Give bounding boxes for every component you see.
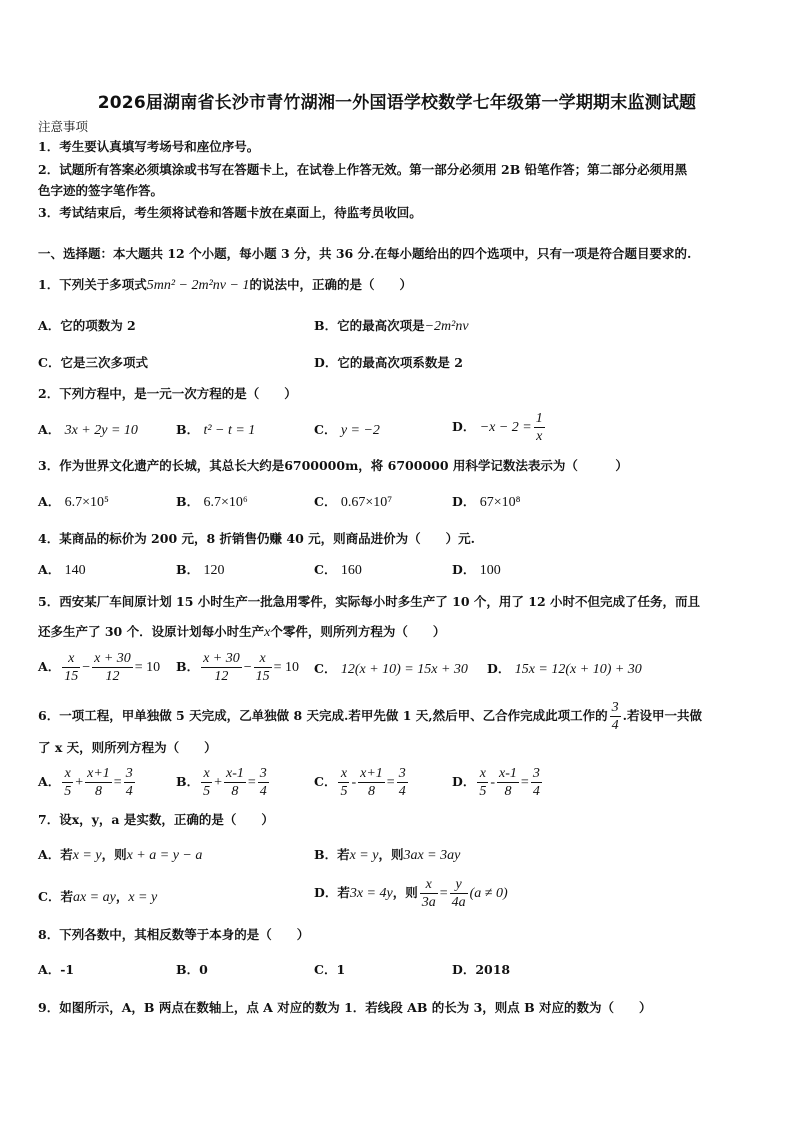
q1-option-a: A．它的项数为 2 [38, 318, 136, 333]
q8-option-c: C．1 [314, 962, 346, 977]
question-2-stem: 2．下列方程中，是一元一次方程的是（ ） [38, 386, 297, 401]
q6-option-c: C． $\frac{x}{5}$ - $\frac{x+1}{8}$ = $\frac{3}{4}$ [314, 766, 406, 799]
notice-heading: 注意事项 [38, 119, 89, 134]
q2-option-b: B． t² − t = 1 [176, 422, 256, 438]
question-3-stem: 3．作为世界文化遗产的长城，其总长大约是6700000m，将 6700000 用科学记数法表示为（ ） [38, 458, 628, 473]
q8-option-a: A．-1 [38, 962, 75, 977]
q6-option-b: B． $\frac{x}{5}$ + $\frac{x-1}{8}$ = $\frac{3}{4}$ [176, 766, 267, 799]
q2-option-a: A． 3x + 2y = 10 [38, 422, 138, 438]
q2-option-c: C． y = −2 [314, 422, 380, 438]
q2-option-d: D． −x − 2 = $\frac{1}{x}$ [452, 411, 543, 444]
exam-title: 2026届湖南省长沙市青竹湖湘一外国语学校数学七年级第一学期期末监测试题 [97, 93, 697, 113]
q1-option-d: D．它的最高次项系数是 2 [314, 355, 463, 370]
q5-option-c: C． 12(x + 10) = 15x + 30 [314, 661, 468, 677]
question-6-stem: 6．一项工程，甲单独做 5 天完成，乙单独做 8 天完成.若甲先做 1 天,然后甲、乙合作完成此项工作的 $\frac{3}{4}$ .若设甲一共做 [38, 700, 702, 733]
question-1-stem: 1．下列关于多项式5mn² − 2m²nv − 1的说法中，正确的是（ ） [38, 277, 412, 293]
q3-option-b: B． 6.7×10⁶ [176, 494, 248, 510]
q4-option-c: C． 160 [314, 562, 362, 578]
q8-option-d: D．2018 [452, 962, 511, 977]
q7-option-b: B．若x = y，则3ax = 3ay [314, 847, 461, 863]
q6-option-d: D． $\frac{x}{5}$ - $\frac{x-1}{8}$ = $\frac{3}{4}$ [452, 766, 540, 799]
question-5-stem: 5．西安某厂车间原计划 15 小时生产一批急用零件，实际每小时多生产了 10 个，用了 12 小时不但完成了任务，而且 [38, 594, 700, 609]
q8-option-b: B．0 [176, 962, 208, 977]
q5-option-d: D． 15x = 12(x + 10) + 30 [487, 661, 642, 677]
q3-option-a: A． 6.7×10⁵ [38, 494, 109, 510]
q5-option-a: A． $\frac{x}{15}$ − $\frac{x + 30}{12}$ = 10 [38, 651, 161, 684]
q5-option-b: B． $\frac{x + 30}{12}$ − $\frac{x}{15}$ = 10 [176, 651, 300, 684]
q6-option-a: A． $\frac{x}{5}$ + $\frac{x+1}{8}$ = $\frac{3}{4}$ [38, 766, 133, 799]
section-heading: 一、选择题：本大题共 12 个小题，每小题 3 分，共 36 分.在每小题给出的四个选项中，只有一项是符合题目要求的. [38, 246, 692, 261]
q1-option-b: B．它的最高次项是−2m²nv [314, 318, 469, 334]
question-9-stem: 9．如图所示，A，B 两点在数轴上，点 A 对应的数为 1．若线段 AB 的长为 3，则点 B 对应的数为（ ） [38, 1000, 652, 1015]
q4-option-d: D． 100 [452, 562, 501, 578]
notice-item-3: 3．考试结束后，考生须将试卷和答题卡放在桌面上，待监考员收回。 [38, 205, 422, 220]
q7-option-c: C．若ax = ay，x = y [38, 889, 158, 905]
q3-option-d: D． 67×10⁸ [452, 494, 521, 510]
question-7-stem: 7．设x，y，a 是实数，正确的是（ ） [38, 812, 274, 827]
q3-option-c: C． 0.67×10⁷ [314, 494, 393, 510]
q4-option-a: A． 140 [38, 562, 86, 578]
question-5-stem-cont: 还多生产了 30 个．设原计划每小时生产x个零件，则所列方程为（ ） [38, 624, 446, 640]
q1-option-c: C．它是三次多项式 [38, 355, 148, 370]
question-4-stem: 4．某商品的标价为 200 元，8 折销售仍赚 40 元，则商品进价为（ ）元. [38, 531, 475, 546]
notice-item-2-cont: 色字迹的签字笔作答。 [38, 183, 164, 198]
notice-item-1: 1．考生要认真填写考场号和座位序号。 [38, 139, 260, 154]
q7-option-a: A．若x = y，则x + a = y − a [38, 847, 203, 863]
notice-item-2: 2．试题所有答案必须填涂或书写在答题卡上，在试卷上作答无效。第一部分必须用 2B 铅笔作答；第二部分必须用黑 [38, 162, 688, 177]
question-6-stem-cont: 了 x 天，则所列方程为（ ） [38, 740, 217, 755]
polynomial-expr: 5mn² − 2m²nv − 1 [146, 278, 250, 293]
q4-option-b: B． 120 [176, 562, 225, 578]
q7-option-d: D．若3x = 4y，则 $\frac{x}{3a}$ = $\frac{y}{4a}$ (a ≠ 0) [314, 877, 508, 910]
question-8-stem: 8．下列各数中，其相反数等于本身的是（ ） [38, 927, 310, 942]
